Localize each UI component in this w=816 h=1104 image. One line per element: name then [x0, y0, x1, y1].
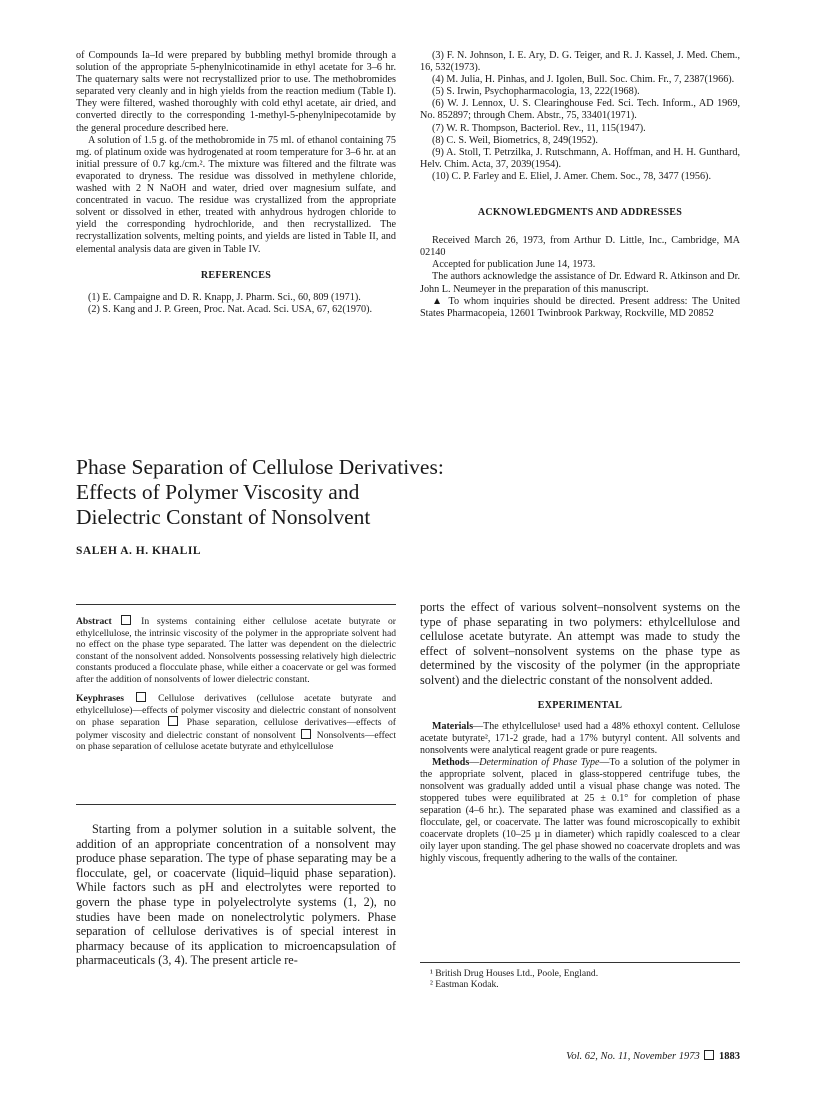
- keyphrase: Phase separation, cellulose derivatives—effects of polymer viscosity and dielectric constant of nonsolvent: [76, 717, 396, 741]
- reference-item: (5) S. Irwin, Psychopharmacologia, 13, 222(1968).: [432, 86, 640, 98]
- intro-paragraph: Starting from a polymer solution in a suitable solvent, the addition of an appropriate concentration of a nonsolvent may produce phase separation. The type of phase separating may be a flocculate, gel, or coacervate (liquid–liquid phase separation). While factors such as pH and electrolytes were reported to govern the phase type in polyelectrolyte systems (1, 2), no studies have been made on nonelectrolytic polymers. Phase separation of cellulose derivatives is of special interest in pharmacy because of its application to microencapsulation of pharmaceuticals (3, 4). The present article re-: [76, 822, 396, 968]
- page-number: 1883: [719, 1051, 740, 1062]
- methods-sublabel: Determination of Phase Type: [479, 756, 600, 768]
- paragraph: A solution of 1.5 g. of the methobromide in 75 ml. of ethanol containing 75 mg. of platinum oxide was hydrogenated at room temperature for 3–6 hr. at an initial pressure of 0.7 kg./cm.². The mixture was filtered and the filtrate was evaporated to dryness. The residue was dissolved in methylene chloride, washed with 2 N NaOH and water, dried over magnesium sulfate, and concentrated in vacuo. The residue was crystallized from the appropriate solvent or dissolved in ether, treated with anhydrous hydrogen chloride to yield the corresponding hydrochloride, and then recrystallized. The recrystallization solvents, melting points, and yields are listed in Table II, and elemental analysis data are given in Table IV.: [76, 134, 396, 255]
- abstract-label: Abstract: [76, 616, 112, 627]
- square-bullet-icon: [704, 1050, 714, 1060]
- abstract-top-rule: [76, 604, 396, 605]
- title-line: Phase Separation of Cellulose Derivatives:: [76, 455, 444, 479]
- methods-label: Methods: [432, 756, 470, 768]
- square-bullet-icon: [301, 729, 311, 739]
- author-name: SALEH A. H. KHALIL: [76, 545, 201, 557]
- abstract-text: In systems containing either cellulose acetate butyrate or ethylcellulose, the intrinsic viscosity of the polymer in the appropriate solvent had no effect on the phase type separated. The latter was dependent on the dielectric constant of the nonsolvent added. Nonsolvents possessing relatively high dielectric constants produced a flocculate phase, while either a coacervate or gel was formed after the addition of nonsolvents of lower dielectric constant.: [76, 616, 396, 685]
- reference-item: (4) M. Julia, H. Pinhas, and J. Igolen, Bull. Soc. Chim. Fr., 7, 2387(1966).: [432, 74, 735, 86]
- footnotes: [420, 968, 740, 990]
- methods-paragraph: Methods—Determination of Phase Type—To a solution of the polymer in the appropriate solvent, placed in glass-stoppered centrifuge tubes, the nonsolvent was gradually added until a visual phase change was noted. The stoppered tubes were equilibrated at 25 ± 0.1° for completion of phase separation (4–6 hr.). The separated phase was examined and classified as a flocculate, gel, or coacervate. The latter was found microscopically to exhibit coacervate droplets (10–25 µ in diameter) which rapidly coalesced to a clear oily layer upon standing. The gel phase showed no coacervate droplets and was highly viscous, frequently adhering to the walls of the container.: [420, 756, 740, 864]
- abstract-block: [76, 615, 396, 760]
- materials-text: The ethylcellulose¹ used had a 48% ethoxyl content. Cellulose acetate butyrate², 171-2 grade, had a 17% butyryl content. All solvents and nonsolvents were analytical reagent grade or pure reagents.: [420, 720, 740, 756]
- article-right-column: [420, 600, 740, 865]
- received-line: Received March 26, 1973, from Arthur D. Little, Inc., Cambridge, MA 02140: [420, 235, 740, 259]
- experimental-heading: EXPERIMENTAL: [537, 699, 623, 711]
- reference-item: (2) S. Kang and J. P. Green, Proc. Nat. Acad. Sci. USA, 67, 62(1970).: [88, 303, 373, 315]
- square-bullet-icon: [121, 615, 131, 625]
- reference-item: (1) E. Campaigne and D. R. Knapp, J. Pharm. Sci., 60, 809 (1971).: [88, 291, 361, 303]
- materials-paragraph: Materials—The ethylcellulose¹ used had a 48% ethoxyl content. Cellulose acetate butyrate², 171-2 grade, had a 17% butyryl content. All solvents and nonsolvents were analytical reagent grade or pure reagents.: [420, 720, 740, 756]
- accepted-line: Accepted for publication June 14, 1973.: [432, 259, 596, 271]
- materials-label: Materials: [432, 720, 474, 732]
- reference-item: (9) A. Stoll, T. Petrzilka, J. Rutschmann, A. Hoffman, and H. H. Gunthard, Helv. Chim. Acta, 37, 2039(1954).: [420, 146, 740, 170]
- references-heading: REFERENCES: [200, 269, 272, 281]
- footnote-rule: [420, 962, 740, 963]
- abstract: [76, 615, 396, 685]
- paragraph: of Compounds Ia–Id were prepared by bubbling methyl bromide through a solution of the appropriate 5-phenylnicotinamide in ethyl acetate for 3–6 hr. The quaternary salts were not recrystallized prior to use. The methobromides separated very cleanly and in high yields from the reaction medium (Table I). They were filtered, washed thoroughly with cold ethyl acetate, air dried, and converted directly to the corresponding 1-methyl-5-phenylnipecotamide by the general procedure described here.: [76, 50, 396, 134]
- introduction-left: [76, 822, 396, 968]
- prev-article-right-column: [420, 50, 740, 320]
- page-footer: [540, 1050, 740, 1062]
- prev-article-left-column: [76, 50, 396, 316]
- journal-citation: Vol. 62, No. 11, November 1973: [566, 1051, 700, 1062]
- reference-item: (7) W. R. Thompson, Bacteriol. Rev., 11, 115(1947).: [432, 122, 646, 134]
- article-title: [76, 455, 556, 530]
- title-line: Dielectric Constant of Nonsolvent: [76, 505, 371, 529]
- abstract-bottom-rule: [76, 804, 396, 805]
- intro-continuation: ports the effect of various solvent–nonsolvent systems on the type of phase separating in two polymers: ethylcellulose and cellulose acetate butyrate. An attempt was made to study the effect of solvent–nonsolvent systems on the phase type as determined by the viscosity of the polymer (in the appropriate solvent) and the dielectric constant of the nonsolvent added.: [420, 600, 740, 687]
- keyphrase: Cellulose derivatives (cellulose acetate butyrate and ethylcellulose)—effects of polymer viscosity and dielectric constant of nonsolvent on phase separation: [76, 693, 396, 728]
- acknowledgments-heading: ACKNOWLEDGMENTS AND ADDRESSES: [477, 207, 683, 219]
- reference-item: (6) W. J. Lennox, U. S. Clearinghouse Fed. Sci. Tech. Inform., AD 1969, No. 852897; through Chem. Abstr., 75, 33401(1971).: [420, 98, 740, 122]
- reference-item: (3) F. N. Johnson, I. E. Ary, D. G. Teiger, and R. J. Kassel, J. Med. Chem., 16, 532(1973).: [420, 50, 740, 74]
- title-line: Effects of Polymer Viscosity and: [76, 480, 360, 504]
- square-bullet-icon: [168, 716, 178, 726]
- correspondence-note: ▲ To whom inquiries should be directed. Present address: The United States Pharmacopeia, 12601 Twinbrook Parkway, Rockville, MD 20852: [420, 295, 740, 319]
- footnote: ¹ British Drug Houses Ltd., Poole, England.: [430, 968, 599, 979]
- methods-text: To a solution of the polymer in the appropriate solvent, placed in glass-stoppered centrifuge tubes, the nonsolvent was gradually added until a visual phase change was noted. The stoppered tubes were equilibrated at 25 ± 0.1° for completion of phase separation (4–6 hr.). The separated phase was examined and classified as a flocculate, gel, or coacervate. The latter was found microscopically to exhibit coacervate droplets (10–25 µ in diameter) which rapidly coalesced to a clear oily layer upon standing. The gel phase showed no coacervate droplets and was highly viscous, frequently adhering to the walls of the container.: [420, 756, 740, 864]
- reference-item: (8) C. S. Weil, Biometrics, 8, 249(1952).: [432, 134, 598, 146]
- reference-item: (10) C. P. Farley and E. Eliel, J. Amer. Chem. Soc., 78, 3477 (1956).: [432, 170, 711, 182]
- keyphrases-label: Keyphrases: [76, 693, 124, 704]
- keyphrases: [76, 692, 396, 753]
- keyphrase: Nonsolvents—effect on phase separation of cellulose acetate butyrate and ethylcellulose: [76, 729, 396, 752]
- acknowledgment-text: The authors acknowledge the assistance of Dr. Edward R. Atkinson and Dr. John L. Neumeyer in the preparation of this manuscript.: [420, 271, 740, 295]
- footnote: ² Eastman Kodak.: [430, 979, 499, 990]
- experimental-text: [420, 721, 740, 865]
- square-bullet-icon: [136, 692, 146, 702]
